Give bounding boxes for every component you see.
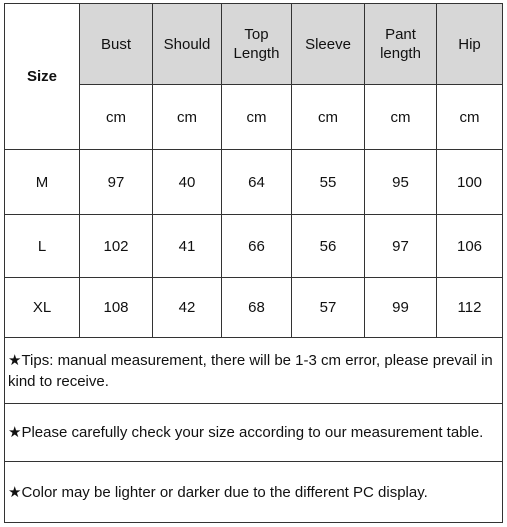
note-cell xyxy=(5,462,503,523)
unit-cell: cm xyxy=(153,85,222,150)
value-cell: 64 xyxy=(222,150,292,215)
table-row xyxy=(5,215,503,278)
star-icon: ★ xyxy=(8,423,22,441)
value-cell: 99 xyxy=(365,278,437,338)
value-cell: 68 xyxy=(222,278,292,338)
star-icon: ★ xyxy=(8,482,22,501)
note-row-size-check xyxy=(5,404,503,462)
note-cell xyxy=(5,404,503,462)
value-cell: 97 xyxy=(80,150,153,215)
value-cell: 106 xyxy=(437,215,503,278)
value-cell: 95 xyxy=(365,150,437,215)
value-cell: 42 xyxy=(153,278,222,338)
value-cell: 97 xyxy=(365,215,437,278)
unit-cell: cm xyxy=(80,85,153,150)
value-cell: 66 xyxy=(222,215,292,278)
star-icon: ★ xyxy=(8,350,22,369)
unit-row xyxy=(5,85,503,150)
note-text: Color may be lighter or darker due to the different PC display. xyxy=(21,483,428,501)
value-cell: 40 xyxy=(153,150,222,215)
value-cell: 55 xyxy=(292,150,365,215)
unit-cell: cm xyxy=(437,85,503,150)
column-header-shoulder: Should xyxy=(153,4,222,85)
note-cell xyxy=(5,338,503,404)
note-text: Please carefully check your size according to our measurement table. xyxy=(21,424,484,441)
column-header-pant-length: Pant length xyxy=(365,4,437,85)
size-label-cell: L xyxy=(5,215,80,278)
column-header-bust: Bust xyxy=(80,4,153,85)
table-row xyxy=(5,150,503,215)
unit-cell: cm xyxy=(222,85,292,150)
column-header-hip: Hip xyxy=(437,4,503,85)
unit-cell: cm xyxy=(365,85,437,150)
header-row xyxy=(5,4,503,85)
unit-cell: cm xyxy=(292,85,365,150)
value-cell: 112 xyxy=(437,278,503,338)
value-cell: 100 xyxy=(437,150,503,215)
column-header-top-length: Top Length xyxy=(222,4,292,85)
value-cell: 108 xyxy=(80,278,153,338)
value-cell: 102 xyxy=(80,215,153,278)
size-label-cell: XL xyxy=(5,278,80,338)
note-text: Tips: manual measurement, there will be 1-3 cm error, please prevail in kind to receive. xyxy=(8,351,493,390)
size-label-cell: M xyxy=(5,150,80,215)
note-row-tips xyxy=(5,338,503,404)
note-row-color xyxy=(5,462,503,523)
size-chart-table xyxy=(4,3,503,523)
value-cell: 56 xyxy=(292,215,365,278)
column-header-sleeve: Sleeve xyxy=(292,4,365,85)
value-cell: 57 xyxy=(292,278,365,338)
size-header: Size xyxy=(5,4,80,150)
table-row xyxy=(5,278,503,338)
value-cell: 41 xyxy=(153,215,222,278)
